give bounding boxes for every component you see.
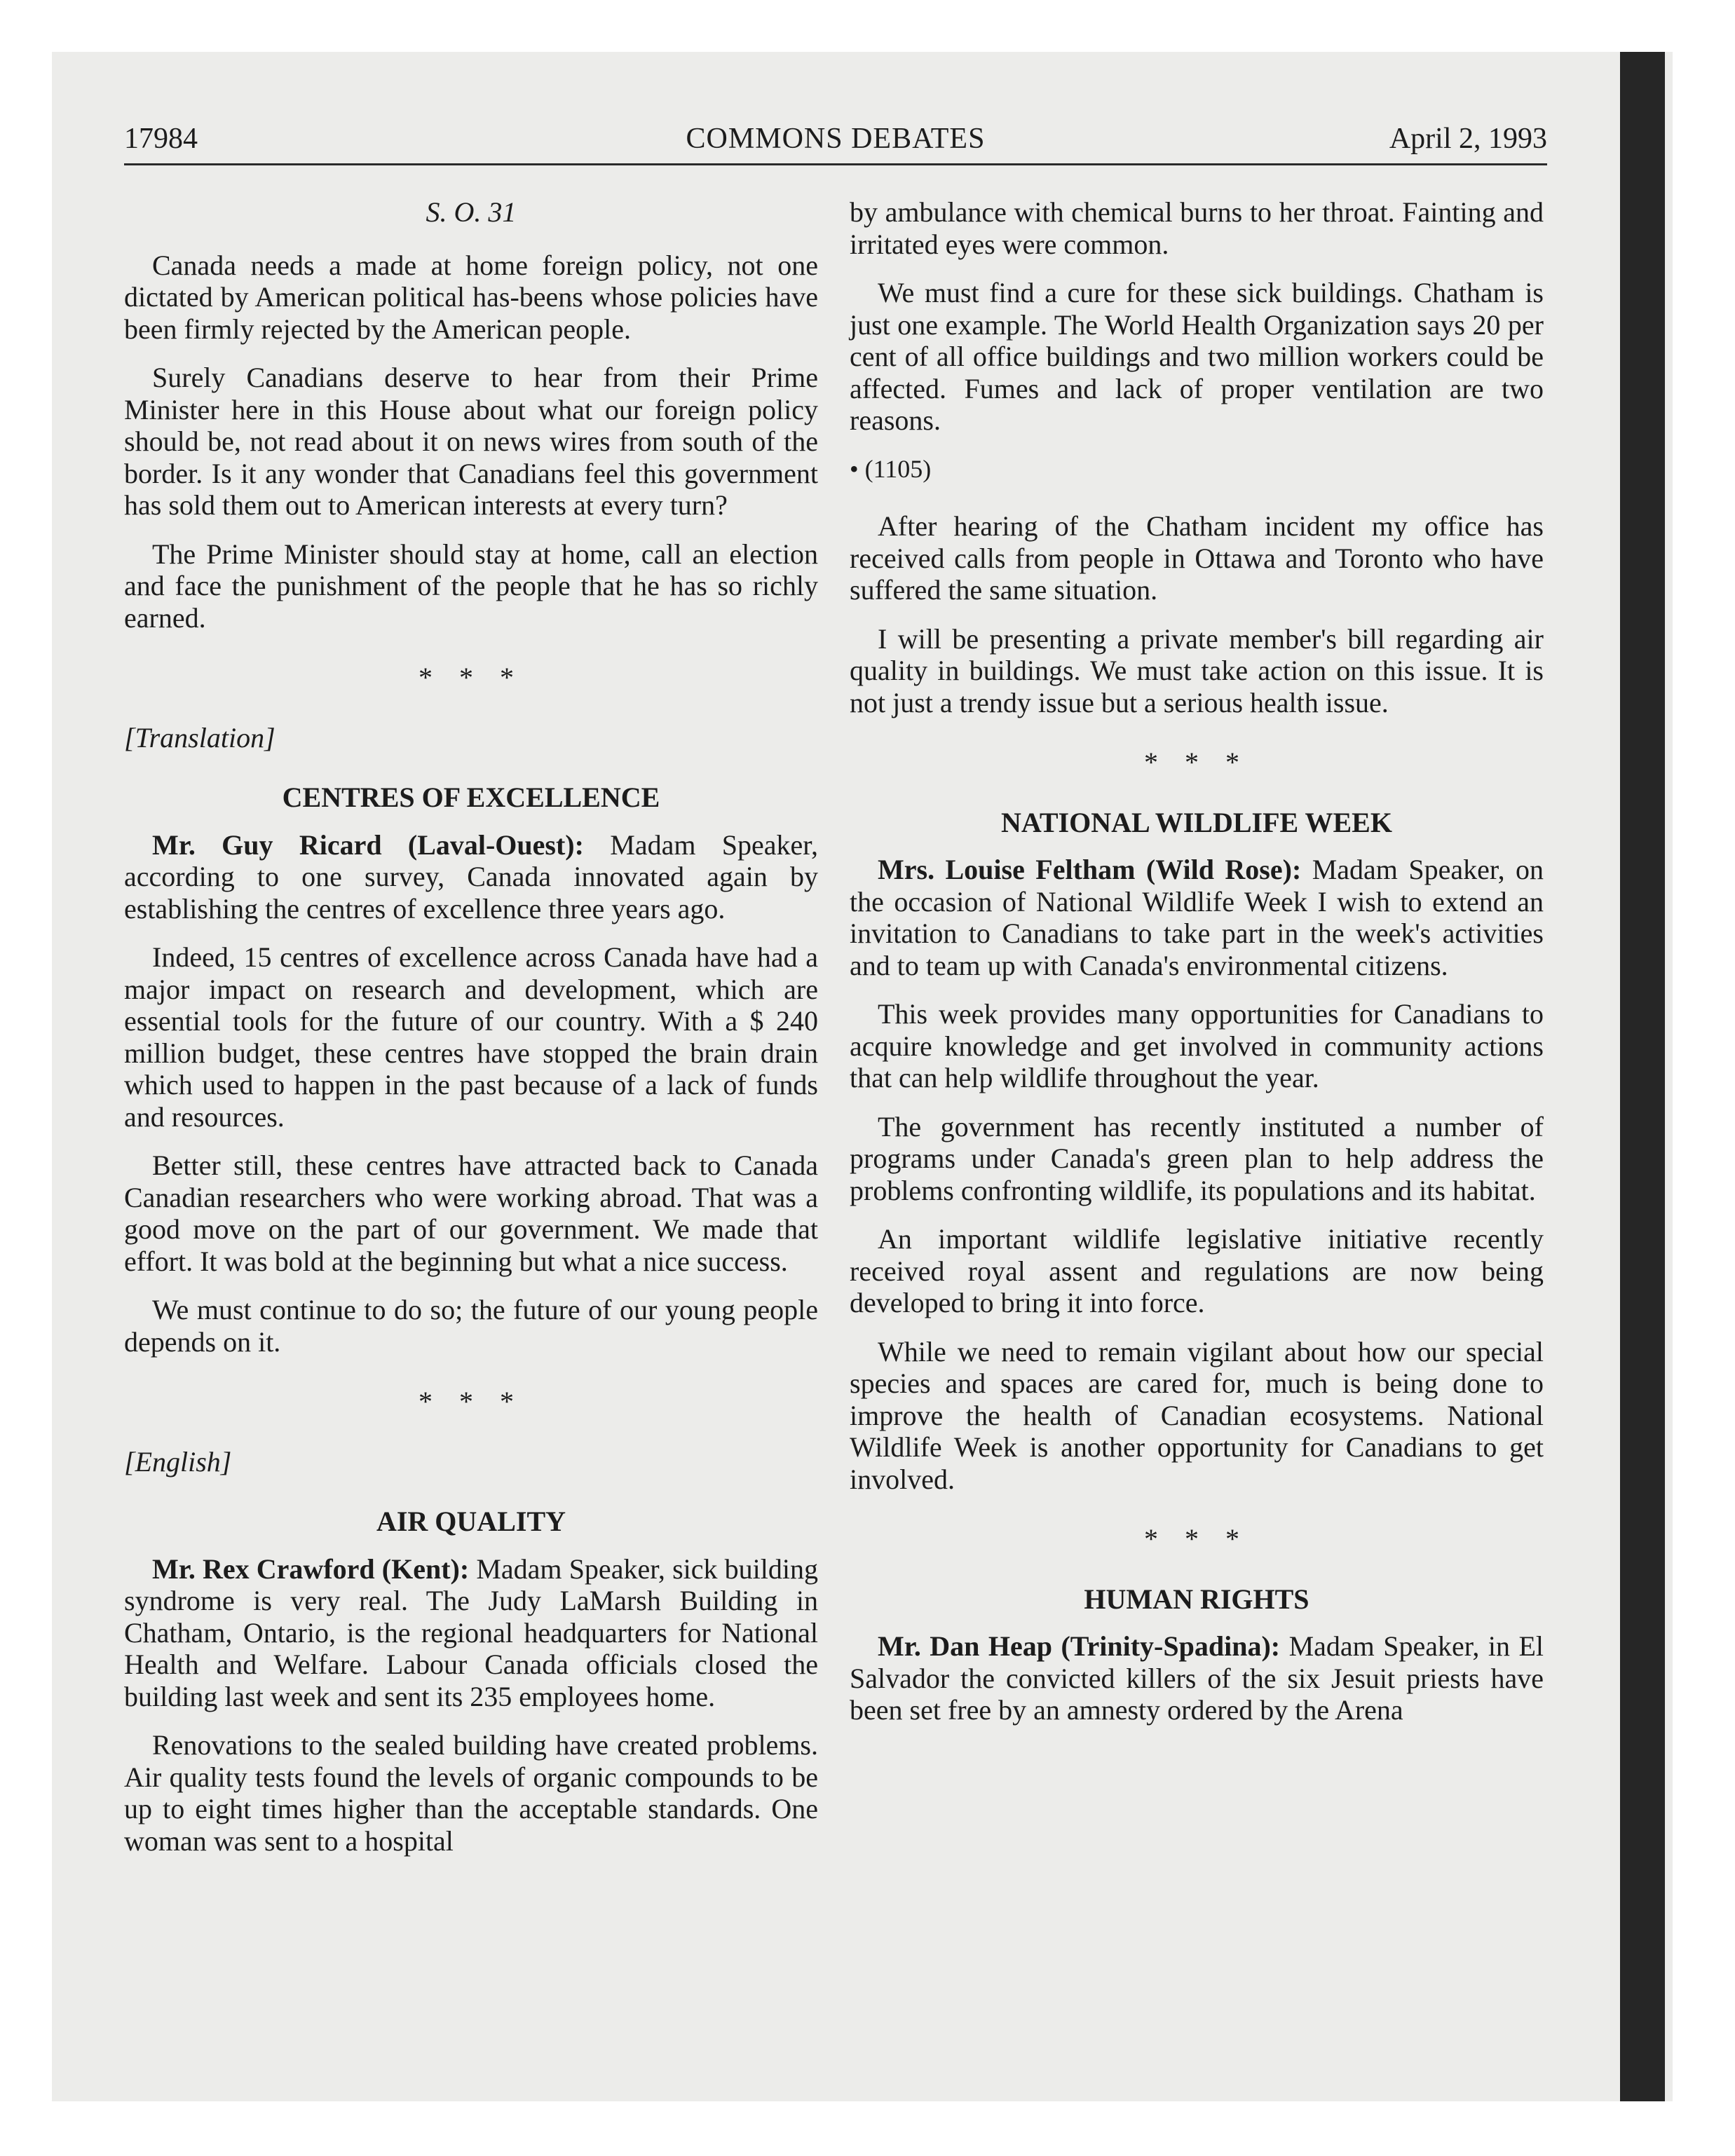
paragraph	[124, 1553, 818, 1713]
paragraph: I will be presenting a private member's bill regarding air quality in buildings. We must take action on this issue. It is not just a trendy issue but a serious health issue.	[850, 622, 1544, 718]
speaker-name: Mr. Guy Ricard (Laval-Ouest):	[152, 828, 584, 861]
speech-text: Madam Speaker, sick building syndrome is very real. The Judy LaMarsh Building in Chatham, Ontario, is the regional headquarters for National Health and Welfare. Labour Canada officials closed the building last week and sent its 235 employees home.	[124, 1553, 818, 1712]
section-heading: AIR QUALITY	[376, 1506, 566, 1537]
speech-text: Madam Speaker, on the occasion of National Wildlife Week I wish to extend an invitation to Canadians to take part in the week's activities and to team up with Canada's environmental citizens.	[850, 854, 1544, 981]
left-column	[124, 196, 818, 1874]
paragraph: by ambulance with chemical burns to her throat. Fainting and irritated eyes were common.	[850, 196, 1544, 260]
paragraph: While we need to remain vigilant about how our special species and spaces are cared for, much is being done to improve the health of Canadian ecosystems. National Wildlife Week is another opportunity for Canadians to get involved.	[850, 1335, 1544, 1495]
speaker-name: Mrs. Louise Feltham (Wild Rose):	[878, 854, 1302, 885]
paragraph: An important wildlife legislative initiative recently received royal assent and regulations are now being developed to bring it into force.	[850, 1223, 1544, 1318]
paragraph: We must continue to do so; the future of our young people depends on it.	[124, 1294, 818, 1358]
standing-order-label: S. O. 31	[426, 196, 517, 228]
scan-edge-shadow	[1620, 52, 1665, 2101]
speaker-name: Mr. Dan Heap (Trinity-Spadina):	[878, 1630, 1281, 1662]
paragraph: After hearing of the Chatham incident my office has received calls from people in Ottawa and Toronto who have suffered the same situation.	[850, 510, 1544, 606]
section-separator: * * *	[419, 1386, 524, 1417]
right-column	[850, 196, 1544, 1743]
timestamp: • (1105)	[850, 454, 932, 483]
publication-title: COMMONS DEBATES	[686, 123, 986, 155]
paragraph: The government has recently instituted a number of programs under Canada's green plan to help address the problems confronting wildlife, its populations and its habitat.	[850, 1110, 1544, 1206]
header-rule	[124, 163, 1547, 165]
paragraph: This week provides many opportunities for Canadians to acquire knowledge and get involved in community actions that can help wildlife throughout the year.	[850, 998, 1544, 1093]
paragraph	[850, 1630, 1544, 1726]
section-separator: * * *	[1144, 1523, 1249, 1555]
paragraph: We must find a cure for these sick buildings. Chatham is just one example. The World Health Organization says 20 per cent of all office buildings and two million workers could be affected. Fumes and lack of proper ventilation are two reasons.	[850, 277, 1544, 436]
paragraph	[124, 829, 818, 925]
section-separator: * * *	[419, 662, 524, 693]
page-date: April 2, 1993	[1389, 123, 1547, 155]
paragraph: Indeed, 15 centres of excellence across Canada have had a major impact on research and development, which are essential tools for the future of our country. With a $ 240 million budget, these centres have stopped the brain drain which used to happen in the past because of a lack of funds and resources.	[124, 941, 818, 1133]
page-header	[124, 119, 1547, 158]
speech-text: Madam Speaker, according to one survey, Canada innovated again by establishing the centres of excellence three years ago.	[124, 828, 818, 925]
section-heading: HUMAN RIGHTS	[1084, 1583, 1309, 1615]
paragraph: The Prime Minister should stay at home, call an election and face the punishment of the people that he has so richly earned.	[124, 538, 818, 634]
section-separator: * * *	[1144, 746, 1249, 778]
language-label: [English]	[124, 1445, 232, 1478]
paragraph: Better still, these centres have attracted back to Canada Canadian researchers who were working abroad. That was a good move on the part of our government. We made that effort. It was bold at the beginning but what a nice success.	[124, 1149, 818, 1277]
paragraph	[850, 854, 1544, 981]
paragraph: Canada needs a made at home foreign policy, not one dictated by American political has-beens whose policies have been firmly rejected by the American people.	[124, 249, 818, 345]
page-number: 17984	[124, 123, 198, 155]
paragraph: Renovations to the sealed building have created problems. Air quality tests found the levels of organic compounds to be up to eight times higher than the acceptable standards. One woman was sent to a hospital	[124, 1729, 818, 1857]
section-heading: NATIONAL WILDLIFE WEEK	[1001, 806, 1392, 838]
language-label: [Translation]	[124, 721, 275, 753]
paragraph: Surely Canadians deserve to hear from their Prime Minister here in this House about what our foreign policy should be, not read about it on news wires from south of the border. Is it any wonder that Canadians feel this government has sold them out to American interests at every turn?	[124, 362, 818, 521]
speech-text: Madam Speaker, in El Salvador the convicted killers of the six Jesuit priests have been set free by an amnesty ordered by the Arena	[850, 1630, 1544, 1726]
section-heading: CENTRES OF EXCELLENCE	[282, 782, 660, 813]
speaker-name: Mr. Rex Crawford (Kent):	[152, 1553, 470, 1585]
